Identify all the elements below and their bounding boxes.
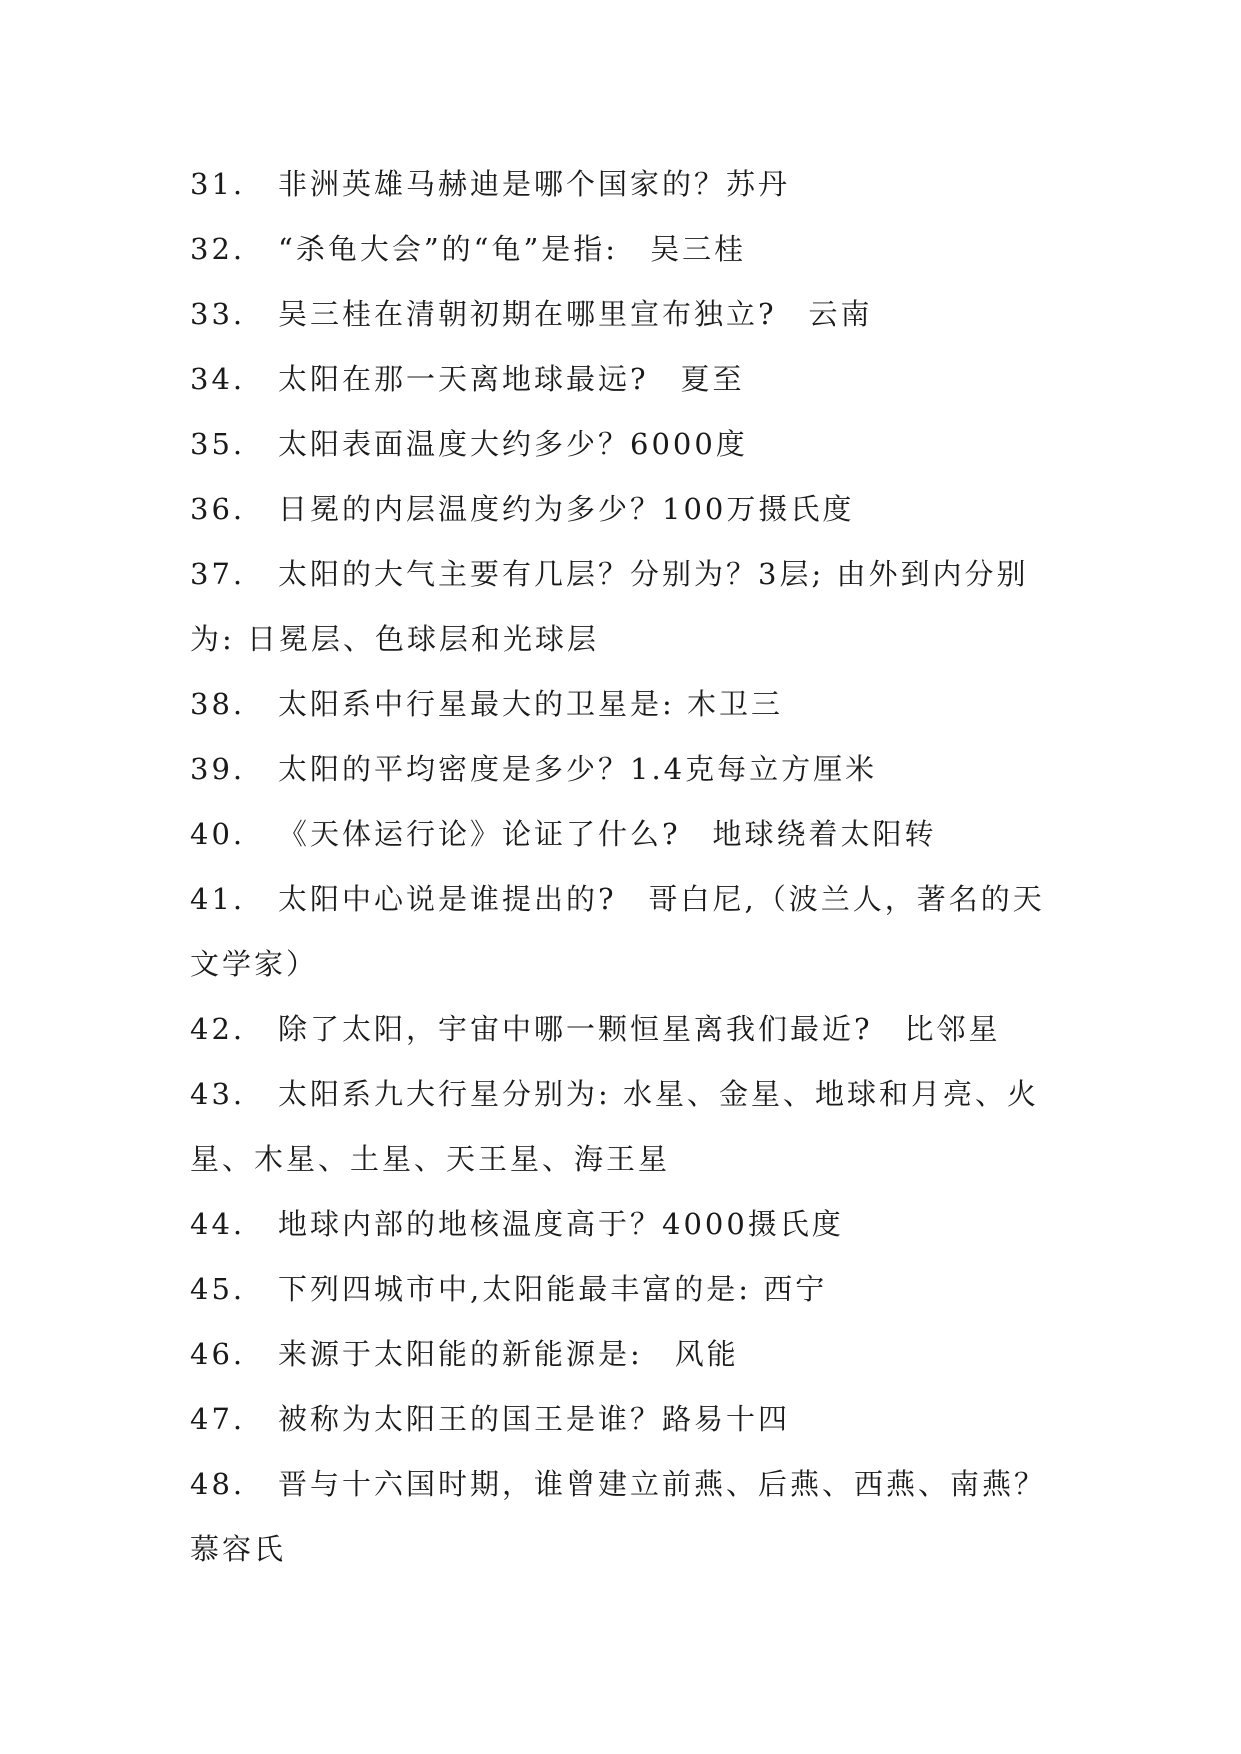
list-item: [190, 802, 1060, 867]
item-text: 太阳的大气主要有几层？分别为？3层; 由外到内分别为: 日冕层、色球层和光球层: [190, 557, 1029, 656]
item-text: 太阳系中行星最大的卫星是: 木卫三: [278, 687, 783, 721]
list-item: [190, 867, 1060, 997]
item-text: 吴三桂在清朝初期在哪里宣布独立? 云南: [278, 297, 873, 331]
item-number: 38.: [190, 687, 246, 721]
item-text: 地球内部的地核温度高于？4000摄氏度: [278, 1207, 844, 1241]
item-text: 《天体运行论》论证了什么? 地球绕着太阳转: [278, 817, 937, 851]
item-text: 下列四城市中,太阳能最丰富的是: 西宁: [278, 1272, 828, 1306]
item-text: 晋与十六国时期，谁曾建立前燕、后燕、西燕、南燕？慕容氏: [190, 1467, 1047, 1566]
item-text: 除了太阳，宇宙中哪一颗恒星离我们最近? 比邻星: [278, 1012, 1001, 1046]
item-number: 48.: [190, 1467, 246, 1501]
item-number: 46.: [190, 1337, 246, 1371]
item-text: 非洲英雄马赫迪是哪个国家的？苏丹: [278, 167, 791, 201]
item-text: 太阳系九大行星分别为: 水星、金星、地球和月亮、火星、木星、土星、天王星、海王星: [190, 1077, 1039, 1176]
item-number: 35.: [190, 427, 246, 461]
list-item: [190, 1322, 1060, 1387]
list-item: [190, 217, 1060, 282]
list-item: [190, 542, 1060, 672]
item-number: 45.: [190, 1272, 246, 1306]
list-item: [190, 1257, 1060, 1322]
item-number: 32.: [190, 232, 246, 266]
list-item: [190, 1192, 1060, 1257]
list-item: [190, 997, 1060, 1062]
item-text: 日冕的内层温度约为多少？100万摄氏度: [278, 492, 855, 526]
item-number: 43.: [190, 1077, 246, 1111]
list-item: [190, 412, 1060, 477]
item-number: 42.: [190, 1012, 246, 1046]
item-number: 40.: [190, 817, 246, 851]
item-number: 34.: [190, 362, 246, 396]
list-item: [190, 347, 1060, 412]
item-number: 47.: [190, 1402, 246, 1436]
list-item: [190, 477, 1060, 542]
item-text: 太阳的平均密度是多少？1.4克每立方厘米: [278, 752, 878, 786]
list-item: [190, 152, 1060, 217]
item-number: 41.: [190, 882, 246, 916]
item-text: 来源于太阳能的新能源是: 风能: [278, 1337, 739, 1371]
item-text: 太阳中心说是谁提出的? 哥白尼,（波兰人，著名的天文学家）: [190, 882, 1045, 981]
item-number: 37.: [190, 557, 246, 591]
item-number: 36.: [190, 492, 246, 526]
list-item: [190, 737, 1060, 802]
item-text: “杀龟大会”的“龟”是指: 吴三桂: [278, 232, 747, 266]
list-item: [190, 672, 1060, 737]
item-number: 44.: [190, 1207, 246, 1241]
item-text: 太阳在那一天离地球最远? 夏至: [278, 362, 745, 396]
item-text: 太阳表面温度大约多少？6000度: [278, 427, 748, 461]
qa-list: [190, 152, 1060, 1582]
list-item: [190, 282, 1060, 347]
item-number: 33.: [190, 297, 246, 331]
list-item: [190, 1062, 1060, 1192]
list-item: [190, 1387, 1060, 1452]
item-text: 被称为太阳王的国王是谁？路易十四: [278, 1402, 791, 1436]
item-number: 39.: [190, 752, 246, 786]
item-number: 31.: [190, 167, 246, 201]
list-item: [190, 1452, 1060, 1582]
